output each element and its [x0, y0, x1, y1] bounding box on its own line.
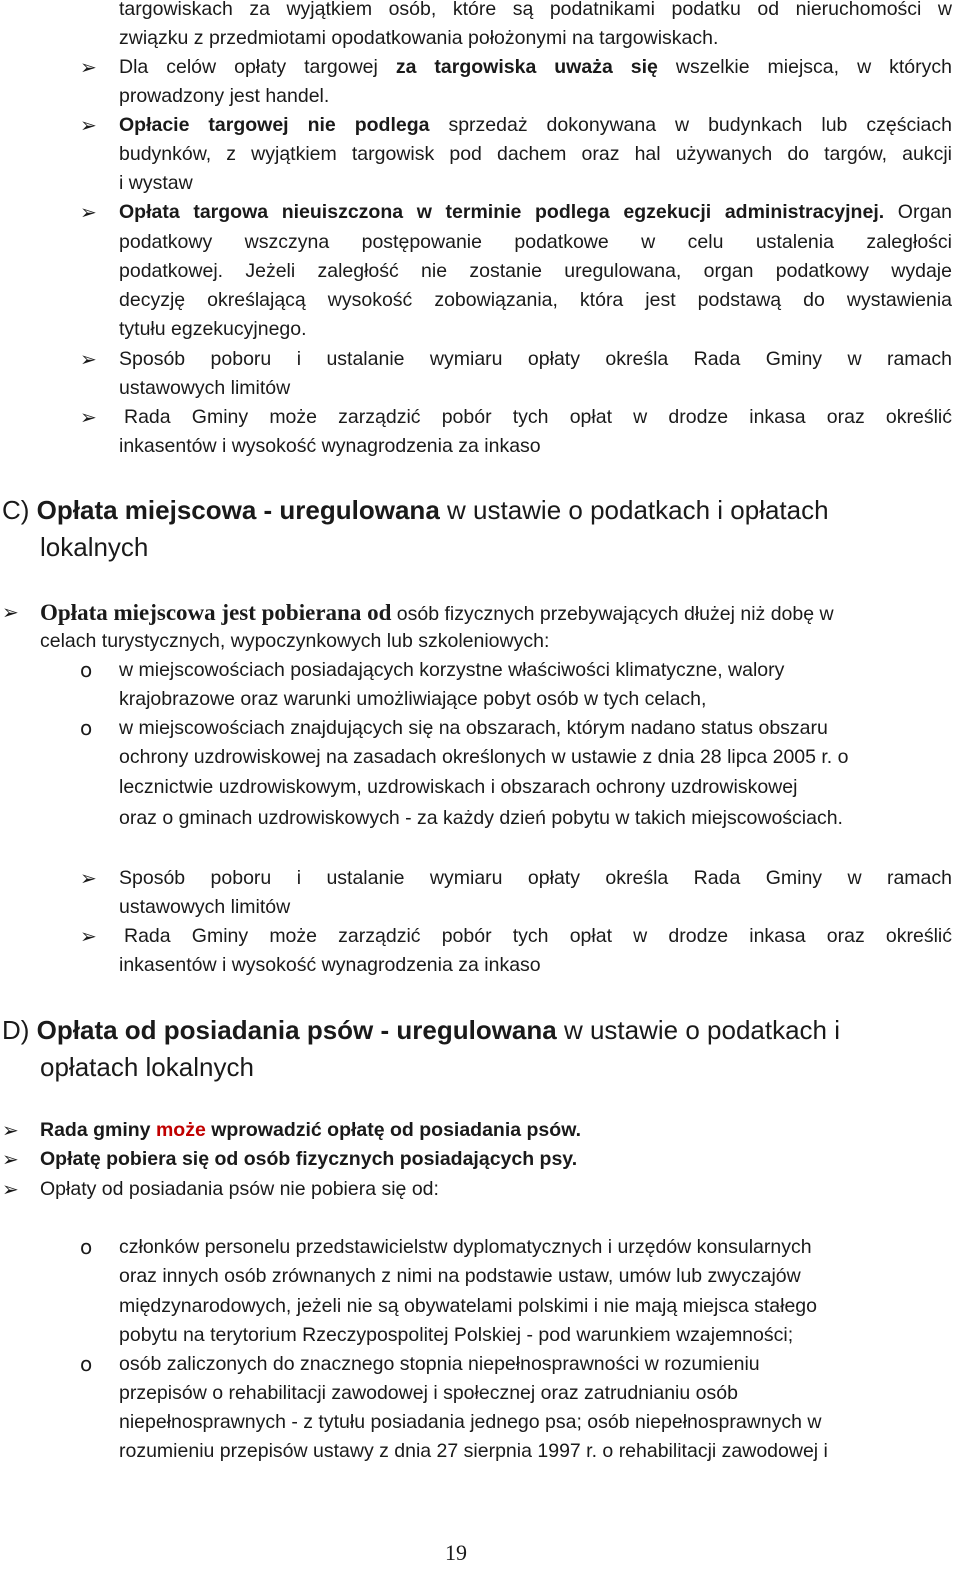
- bullet-text: Rada Gminy może zarządzić pobór tych opłat w drodze inkasa oraz określić: [124, 925, 952, 947]
- arrow-bullet-icon: ➢: [2, 600, 19, 624]
- circle-bullet-icon: o: [80, 1235, 93, 1259]
- section-heading: D) Opłata od posiadania psów - uregulowana w ustawie o podatkach i: [2, 1015, 841, 1045]
- bullet-text-line: ustawowych limitów: [119, 377, 291, 399]
- arrow-bullet-icon: ➢: [80, 200, 97, 224]
- list-item-line: ochrony uzdrowiskowej na zasadach określonych w ustawie z dnia 28 lipca 2005 r. o: [119, 746, 849, 768]
- bullet-text: Opłatę pobiera się od osób fizycznych posiadających psy.: [40, 1148, 578, 1170]
- bullet-text-line: ustawowych limitów: [119, 896, 291, 918]
- list-item: członków personelu przedstawicielstw dyplomatycznych i urzędów konsularnych: [119, 1236, 812, 1258]
- bullet-text-line: inkasentów i wysokość wynagrodzenia za inkaso: [119, 954, 541, 976]
- bullet-text: Rada gminy może wprowadzić opłatę od posiadania psów.: [40, 1119, 582, 1141]
- section-letter: C): [2, 495, 30, 525]
- bullet-text-line: inkasentów i wysokość wynagrodzenia za inkaso: [119, 435, 541, 457]
- arrow-bullet-icon: ➢: [2, 1177, 19, 1201]
- arrow-bullet-icon: ➢: [80, 55, 97, 79]
- bullet-text: Opłacie targowej nie podlega sprzedaż dokonywana w budynkach lub częściach: [119, 114, 952, 136]
- section-heading: C) Opłata miejscowa - uregulowana w ustawie o podatkach i opłatach: [2, 495, 829, 525]
- bullet-text-line: decyzję określającą wysokość zobowiązania, która jest podstawą do wystawienia: [119, 289, 952, 311]
- page-number: 19: [445, 1540, 467, 1565]
- bullet-text-line: podatkowy wszczyna postępowanie podatkowe w celu ustalenia zaległości: [119, 231, 952, 253]
- list-item-line: przepisów o rehabilitacji zawodowej i społecznej oraz zatrudnianiu osób: [119, 1382, 738, 1404]
- bullet-text-line: tytułu egzekucyjnego.: [119, 318, 307, 340]
- list-item: osób zaliczonych do znacznego stopnia niepełnosprawności w rozumieniu: [119, 1353, 760, 1375]
- bullet-text-line: budynków, z wyjątkiem targowisk pod dachem oraz hal używanych do targów, aukcji: [119, 143, 952, 165]
- bullet-text: Sposób poboru i ustalanie wymiaru opłaty określa Rada Gminy w ramach: [119, 348, 952, 370]
- arrow-bullet-icon: ➢: [80, 924, 97, 948]
- paragraph-line: targowiskach za wyjątkiem osób, które są podatnikami podatku od nieruchomości w: [119, 0, 952, 20]
- bullet-text: Opłaty od posiadania psów nie pobiera się od:: [40, 1178, 439, 1200]
- circle-bullet-icon: o: [80, 658, 93, 682]
- bullet-text-line: podatkowej. Jeżeli zaległość nie zostanie uregulowana, organ podatkowy wydaje: [119, 260, 952, 282]
- section-letter: D): [2, 1015, 30, 1045]
- bullet-text: Dla celów opłaty targowej za targowiska uważa się wszelkie miejsca, w których: [119, 56, 952, 78]
- arrow-bullet-icon: ➢: [80, 866, 97, 890]
- section-heading-line: opłatach lokalnych: [40, 1052, 254, 1082]
- paragraph-line: związku z przedmiotami opodatkowania położonymi na targowiskach.: [119, 27, 719, 49]
- list-item: w miejscowościach znajdujących się na obszarach, którym nadano status obszaru: [119, 717, 828, 739]
- arrow-bullet-icon: ➢: [80, 347, 97, 371]
- arrow-bullet-icon: ➢: [80, 405, 97, 429]
- list-item-line: lecznictwie uzdrowiskowym, uzdrowiskach i obszarach ochrony uzdrowiskowej: [119, 776, 798, 798]
- arrow-bullet-icon: ➢: [80, 113, 97, 137]
- list-item-line: oraz innych osób zrównanych z nimi na podstawie ustaw, umów lub zwyczajów: [119, 1265, 801, 1287]
- bullet-text-line: prowadzony jest handel.: [119, 85, 330, 107]
- list-item-line: międzynarodowych, jeżeli nie są obywatelami polskimi i nie mają miejsca stałego: [119, 1295, 817, 1317]
- circle-bullet-icon: o: [80, 1352, 93, 1376]
- list-item: w miejscowościach posiadających korzystne właściwości klimatyczne, walory: [119, 659, 785, 681]
- bullet-text: Rada Gminy może zarządzić pobór tych opłat w drodze inkasa oraz określić: [124, 406, 952, 428]
- list-item-line: rozumieniu przepisów ustawy z dnia 27 sierpnia 1997 r. o rehabilitacji zawodowej i: [119, 1440, 828, 1462]
- bullet-text-line: celach turystycznych, wypoczynkowych lub szkoleniowych:: [40, 630, 550, 652]
- section-heading-line: lokalnych: [40, 532, 149, 562]
- list-item-line: krajobrazowe oraz warunki umożliwiające pobyt osób w tych celach,: [119, 688, 707, 710]
- list-item-line: pobytu na terytorium Rzeczypospolitej Polskiej - pod warunkiem wzajemności;: [119, 1324, 794, 1346]
- bullet-text-line: i wystaw: [119, 172, 193, 194]
- circle-bullet-icon: o: [80, 716, 93, 740]
- bullet-text: Opłata targowa nieuiszczona w terminie podlega egzekucji administracyjnej. Organ: [119, 201, 952, 223]
- arrow-bullet-icon: ➢: [2, 1118, 19, 1142]
- bullet-text: Sposób poboru i ustalanie wymiaru opłaty określa Rada Gminy w ramach: [119, 867, 952, 889]
- list-item-line: niepełnosprawnych - z tytułu posiadania jednego psa; osób niepełnosprawnych w: [119, 1411, 822, 1433]
- bullet-text: Opłata miejscowa jest pobierana od osób fizycznych przebywających dłużej niż dobę w: [40, 600, 834, 625]
- list-item-line: oraz o gminach uzdrowiskowych - za każdy dzień pobytu w takich miejscowościach.: [119, 807, 843, 829]
- arrow-bullet-icon: ➢: [2, 1147, 19, 1171]
